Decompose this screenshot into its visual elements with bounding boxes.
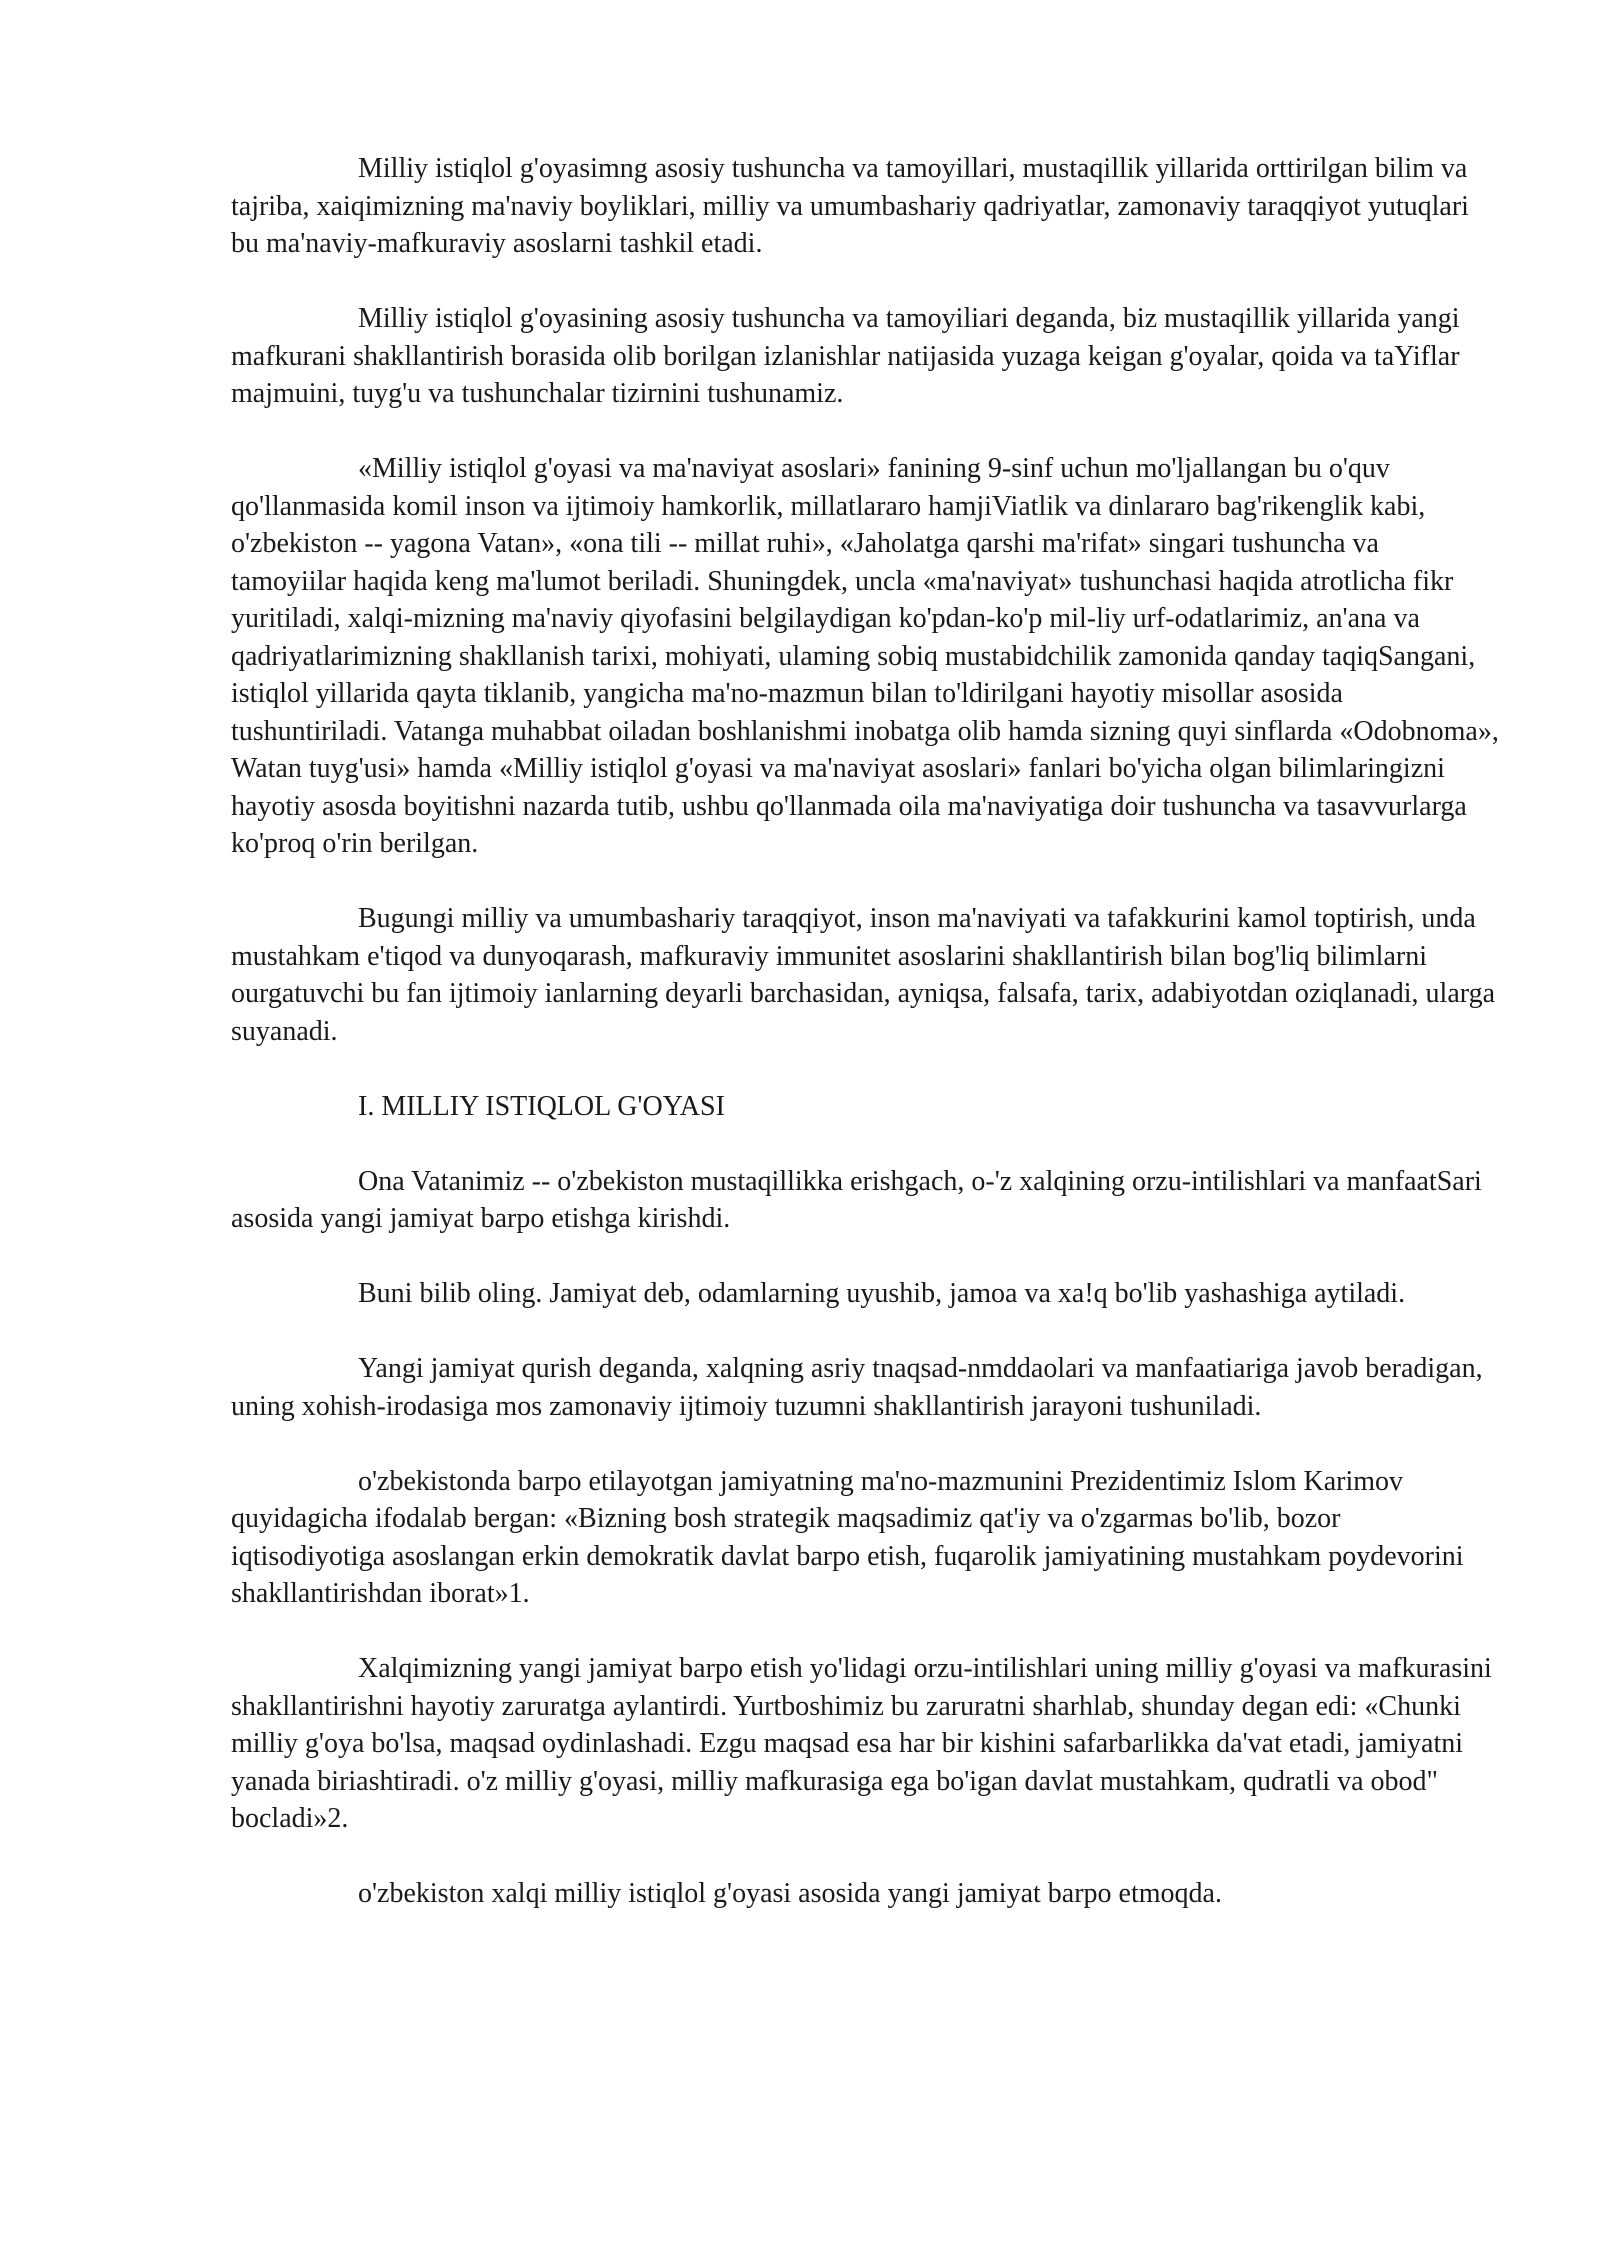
paragraph-independence: Ona Vatanimiz -- o'zbekiston mustaqillikka erishgach, o-'z xalqining orzu-intilishlari va manfaatSari asosida yangi jamiyat barpo etishga kirishdi.	[231, 1165, 1482, 1234]
paragraph-national-idea: Xalqimizning yangi jamiyat barpo etish yo'lidagi orzu-intilishlari uning milliy g'oyasi va mafkurasini shakllantirishni hayotiy zaruratga aylantirdi. Yurtboshimiz bu zaruratni sharhlab, shunday degan edi: «Chunki milliy g'oya bo'lsa, maqsad oydinlashadi. Ezgu maqsad esa har bir kishini safarbarlikka da'vat etadi, jamiyatni yanada biriashtiradi. o'z milliy g'oyasi, milliy mafkurasiga ega bo'igan davlat mustahkam, qudratli va obod" bocladi»2.	[231, 1653, 1492, 1834]
paragraph-new-society: Yangi jamiyat qurish deganda, xalqning asriy tnaqsad-nmddaolari va manfaatiariga javob beradigan, uning xohish-irodasiga mos zamonaviy ijtimoiy tuzumni shakllantirish jarayoni tushuniladi.	[231, 1353, 1483, 1422]
document-page	[231, 150, 1501, 1950]
paragraph-principles: Milliy istiqlol g'oyasining asosiy tushuncha va tamoyiliari deganda, biz mustaqillik yillarida yangi mafkurani shakllantirish borasida olib borilgan izlanishlar natijasida yuzaga keigan g'oyalar, qoida va taYiflar majmuini, tuyg'u va tushunchalar tizirnini tushunamiz.	[231, 303, 1460, 409]
paragraph-president-quote: o'zbekistonda barpo etilayotgan jamiyatning ma'no-mazmunini Prezidentimiz Islom Karimov quyidagicha ifodalab bergan: «Bizning bosh strategik maqsadimiz qat'iy va o'zgarmas bo'lib, bozor iqtisodiyotiga asoslangan erkin demokratik davlat barpo etish, fuqarolik jamiyatining mustahkam poydevorini shakllantirishdan iborat»1.	[231, 1465, 1464, 1609]
paragraph-subject-sources: Bugungi milliy va umumbashariy taraqqiyot, inson ma'naviyati va tafakkurini kamol toptirish, unda mustahkam e'tiqod va dunyoqarash, mafkuraviy immunitet asoslarini shakllantirish bilan bog'liq bilimlarni ourgatuvchi bu fan ijtimoiy ianlarning deyarli barchasidan, ayniqsa, falsafa, tarix, adabiyotdan oziqlanadi, ularga suyanadi.	[231, 903, 1495, 1047]
section-heading: I. MILLIY ISTIQLOL G'OYASI	[358, 1090, 725, 1122]
paragraph-society-definition: Buni bilib oling. Jamiyat deb, odamlarning uyushib, jamoa va xa!q bo'lib yashashiga aytiladi.	[358, 1278, 1406, 1309]
paragraph-foundations: Milliy istiqlol g'oyasimng asosiy tushuncha va tamoyillari, mustaqillik yillarida orttirilgan bilim va tajriba, xaiqimizning ma'naviy boyliklari, milliy va umumbashariy qadriyatlar, zamonaviy taraqqiyot yutuqlari bu ma'naviy-mafkuraviy asoslarni tashkil etadi.	[231, 153, 1469, 259]
paragraph-conclusion: o'zbekiston xalqi milliy istiqlol g'oyasi asosida yangi jamiyat barpo etmoqda.	[358, 1878, 1222, 1909]
paragraph-textbook-overview: «Milliy istiqlol g'oyasi va ma'naviyat asoslari» fanining 9-sinf uchun mo'ljallangan bu o'quv qo'llanmasida komil inson va ijtimoiy hamkorlik, millatlararo hamjiViatlik va dinlararo bag'rikenglik kabi, o'zbekiston -- yagona Vatan», «ona tili -- millat ruhi», «Jaholatga qarshi ma'rifat» singari tushuncha va tamoyiilar haqida keng ma'lumot beriladi. Shuningdek, uncla «ma'naviyat» tushunchasi haqida atrotlicha fikr yuritiladi, xalqi-mizning ma'naviy qiyofasini belgilaydigan ko'pdan-ko'p mil-liy urf-odatlarimiz, an'ana va qadriyatlarimizning shakllanish tarixi, mohiyati, ulaming sobiq mustabidchilik zamonida qanday taqiqSangani, istiqlol yillarida qayta tiklanib, yangicha ma'no-mazmun bilan to'ldirilgani hayotiy misollar asosida tushuntiriladi. Vatanga muhabbat oiladan boshlanishmi inobatga olib hamda sizning quyi sinflarda «Odobnoma», Watan tuyg'usi» hamda «Milliy istiqlol g'oyasi va ma'naviyat asoslari» fanlari bo'yicha olgan bilimlaringizni hayotiy asosda boyitishni nazarda tutib, ushbu qo'llanmada oila ma'naviyatiga doir tushuncha va tasavvurlarga ko'proq o'rin berilgan.	[231, 453, 1499, 859]
